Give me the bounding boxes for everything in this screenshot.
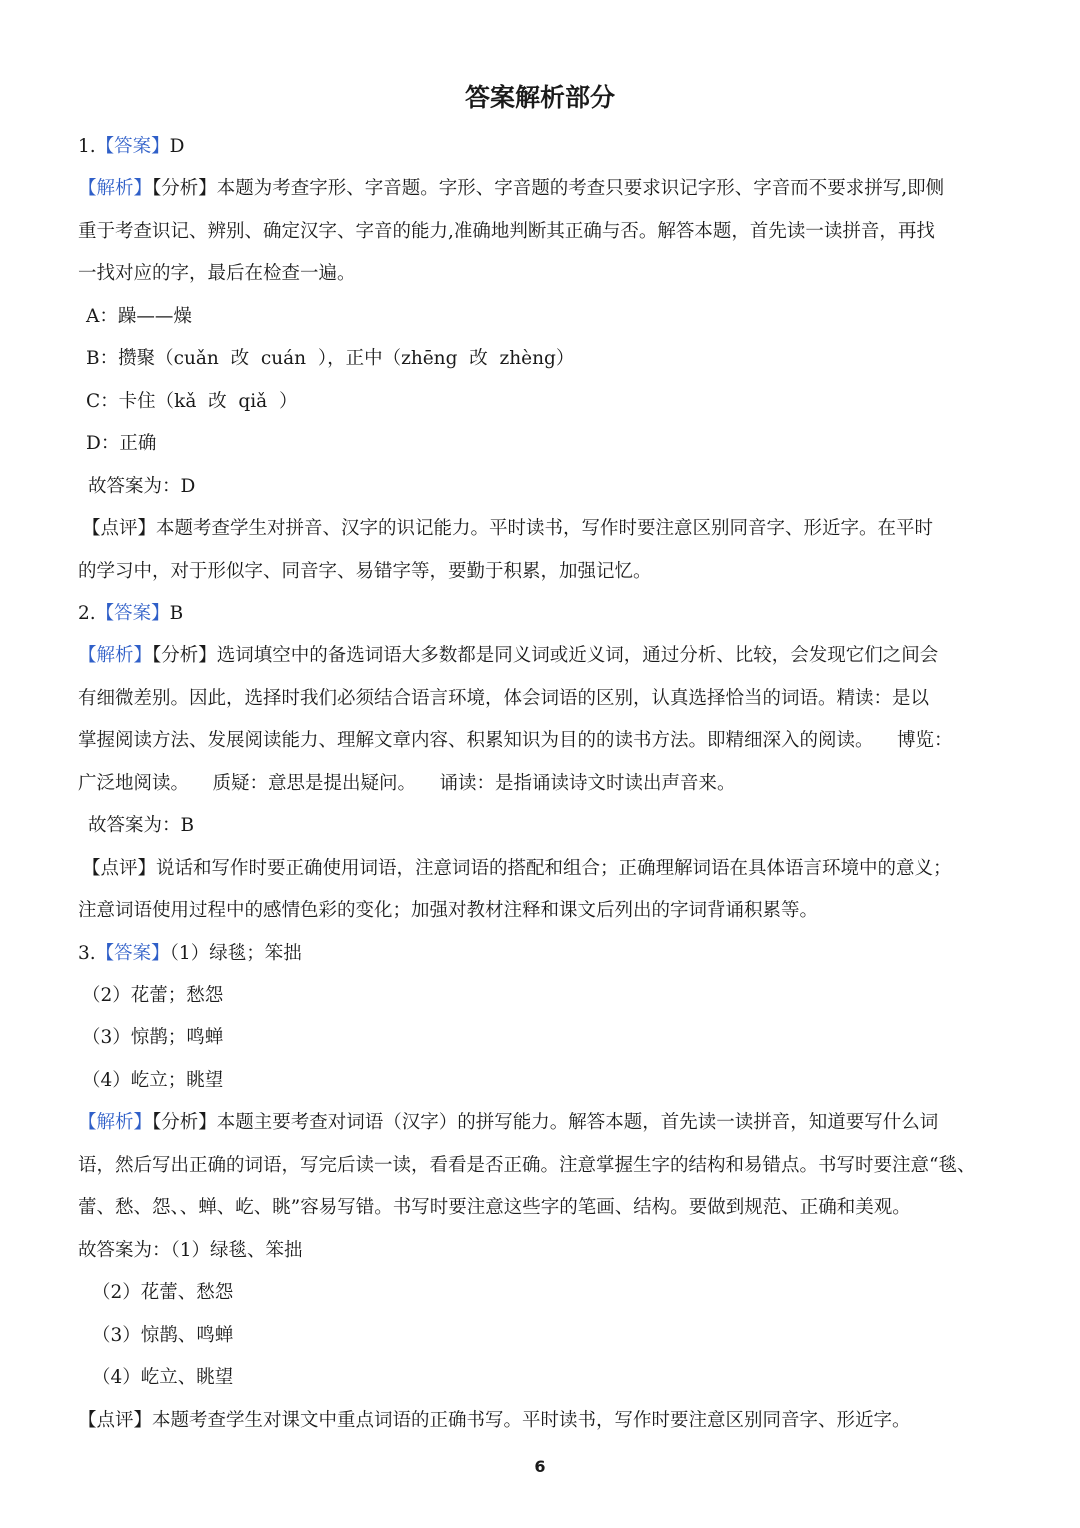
comment-label: 【点评】 — [82, 518, 157, 540]
line-text: 重于考查识记、辨别、确定汉字、字音的能力,准确地判断其正确与否。解答本题，首先读一读拼音，再找 — [78, 220, 935, 242]
line-text: 故答案为：（1）绿毯、笨拙 — [78, 1239, 303, 1261]
line-text: 选词填空中的备选词语大多数都是同义词或近义词，通过分析、比较，会发现它们之间会 — [216, 645, 939, 667]
line-text: D — [169, 136, 185, 157]
text-line — [78, 720, 1008, 762]
line-text: 本题考查学生对课文中重点词语的正确书写。平时读书，写作时要注意区别同音字、形近字。 — [152, 1409, 911, 1431]
line-text: 语，然后写出正确的词语，写完后读一读，看看是否正确。注意掌握生字的结构和易错点。书写时要注意“毯、 — [78, 1154, 976, 1176]
analysis-label: 【解析】 — [78, 645, 153, 667]
line-text: （4）屹立；眺望 — [82, 1069, 224, 1091]
line-text: 本题为考查字形、字音题。字形、字音题的考查只要求识记字形、字音而不要求拼写,即侧 — [216, 178, 945, 200]
text-line — [82, 848, 1012, 890]
question-number: 1. — [78, 136, 96, 157]
text-line — [88, 805, 1018, 847]
line-text: B：攒聚（cuǎn 改 cuán ），正中（zhēng 改 zhèng） — [86, 348, 575, 370]
line-text: 故答案为：D — [88, 475, 196, 497]
line-text: （3）惊鹊、鸣蝉 — [92, 1324, 234, 1346]
text-line — [78, 1400, 1008, 1442]
line-text: （2）花蕾、愁怨 — [92, 1282, 234, 1304]
text-line — [82, 1060, 1012, 1102]
line-text: 有细微差别。因此，选择时我们必须结合语言环境，体会词语的区别，认真选择恰当的词语。精读：是以 — [78, 687, 930, 709]
text-line — [86, 296, 1016, 338]
line-text: 广泛地阅读。 质疑：意思是提出疑问。 诵读：是指诵读诗文时读出声音来。 — [78, 772, 736, 794]
text-line — [78, 763, 1008, 805]
line-text: C：卡住（kǎ 改 qiǎ ） — [86, 390, 298, 412]
line-text: 蕾、愁、怨、、蝉、屹、眺”容易写错。书写时要注意这些字的笔画、结构。要做到规范、正确和美观。 — [78, 1197, 911, 1219]
text-line — [78, 551, 1008, 593]
line-text: B — [169, 602, 184, 624]
text-line — [78, 933, 1008, 975]
text-line — [92, 1315, 1022, 1357]
line-text: 本题考查学生对拼音、汉字的识记能力。平时读书，写作时要注意区别同音字、形近字。在平时 — [156, 518, 934, 540]
line-text: 故答案为：B — [88, 815, 195, 837]
text-line — [82, 508, 1012, 550]
text-line — [78, 1187, 1008, 1229]
text-line — [78, 678, 1008, 720]
text-line — [78, 126, 1008, 168]
line-text: 说话和写作时要正确使用词语，注意词语的搭配和组合；正确理解词语在具体语言环境中的意义； — [156, 857, 952, 879]
fenxi-label: 【分析】 — [152, 1112, 217, 1134]
analysis-label: 【解析】 — [78, 1112, 153, 1134]
comment-label: 【点评】 — [78, 1409, 153, 1431]
line-text: 本题主要考查对词语（汉字）的拼写能力。解答本题，首先读一读拼音，知道要写什么词 — [216, 1112, 939, 1134]
line-text: A：躁——燥 — [86, 305, 192, 327]
line-text: 注意词语使用过程中的感情色彩的变化；加强对教材注释和课文后列出的字词背诵积累等。 — [78, 900, 819, 922]
question-number: 3. — [78, 942, 96, 964]
text-line — [88, 466, 1018, 508]
text-line — [92, 1357, 1022, 1399]
text-line — [92, 1272, 1022, 1314]
answer-label: 【答案】 — [95, 942, 170, 964]
text-line — [78, 168, 1008, 210]
line-text: D：正确 — [86, 433, 157, 455]
text-line — [78, 890, 1008, 932]
text-line — [78, 593, 1008, 635]
page-number: 6 — [534, 1457, 546, 1476]
text-line — [78, 211, 1008, 253]
analysis-label: 【解析】 — [78, 178, 153, 200]
line-text: （3）惊鹊；鸣蝉 — [82, 1027, 224, 1049]
page-title: 答案解析部分 — [464, 83, 615, 112]
fenxi-label: 【分析】 — [152, 645, 217, 667]
text-line — [86, 423, 1016, 465]
text-line — [86, 338, 1016, 380]
question-number: 2. — [78, 602, 96, 624]
answer-label: 【答案】 — [95, 602, 170, 624]
text-line — [78, 1145, 1008, 1187]
text-line — [78, 635, 1008, 677]
text-line — [78, 253, 1008, 295]
text-line — [86, 381, 1016, 423]
line-text: 的学习中，对于形似字、同音字、易错字等，要勤于积累，加强记忆。 — [78, 560, 652, 582]
text-line — [78, 1102, 1008, 1144]
text-line — [82, 1017, 1012, 1059]
line-text: （2）花蕾；愁怨 — [82, 985, 224, 1006]
line-text: 掌握阅读方法、发展阅读能力、理解文章内容、积累知识为目的的读书方法。即精细深入的阅读。 博览： — [78, 730, 953, 752]
comment-label: 【点评】 — [82, 857, 157, 879]
fenxi-label: 【分析】 — [152, 178, 217, 200]
text-line — [82, 975, 1012, 1017]
line-text: 一找对应的字，最后在检查一遍。 — [78, 263, 356, 285]
text-line — [78, 1230, 1008, 1272]
answer-label: 【答案】 — [95, 136, 170, 157]
line-text: （4）屹立、眺望 — [92, 1367, 234, 1389]
line-text: （1）绿毯；笨拙 — [169, 942, 302, 964]
